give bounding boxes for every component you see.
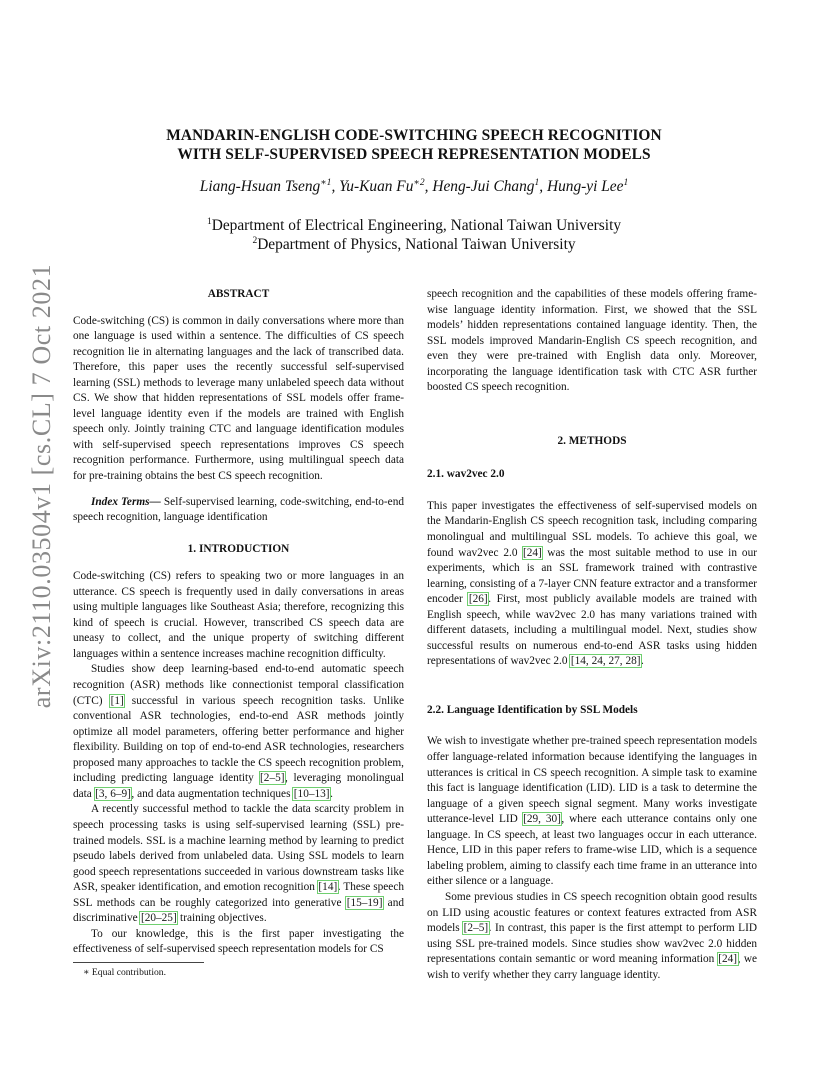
text-run: , leveraging monolingual data xyxy=(73,772,405,800)
author-mark: ∗1 xyxy=(320,177,332,188)
affiliation-2 xyxy=(0,235,828,254)
intro-continuation: speech recognition and the capabilities of these models offering frame-wise language identity information. First, we showed that the SSL models’ hidden representations contained language identity. Then, the SSL models improved Mandarin-English CS speech recognition, and even they were pre-trained with English data only. Moreover, incorporating the language identification task with CTC ASR further boosted CS speech recognition. xyxy=(427,288,757,394)
right-column xyxy=(427,287,757,983)
methods-paragraph-2 xyxy=(427,734,757,889)
text-run: This paper investigates the effectiveness of self-supervised models on the Mandarin-English CS speech recognition task, including comparing monolingual and multilingual SSL models. To achieve this goal, we found wav2vec 2.0 xyxy=(427,499,757,559)
intro-paragraph-2 xyxy=(73,662,404,802)
index-terms-label: Index Terms— xyxy=(91,495,161,508)
citation-link[interactable]: [14, 24, 27, 28] xyxy=(570,655,641,668)
intro-paragraph-3 xyxy=(73,802,404,926)
index-terms xyxy=(73,495,404,526)
intro-paragraph-1: Code-switching (CS) refers to speaking two or more languages in an utterance. CS speech is frequently used in daily conversations in areas using multiple languages like Southeast Asia; therefore, recognizing this kind of speech is crucial. However, transcribed CS speech data are uneasy to collect, and the unique property of switching different languages within a sentence increases machine recognition difficulty. xyxy=(73,570,404,660)
text-run: , we wish to verify whether they carry language identity. xyxy=(427,953,757,981)
author-name: Hung-yi Lee xyxy=(546,178,624,195)
title-line-1: MANDARIN-ENGLISH CODE-SWITCHING SPEECH RECOGNITION xyxy=(166,127,662,144)
citation-link[interactable]: [1] xyxy=(110,694,124,707)
citation-link[interactable]: [15–19] xyxy=(346,896,383,909)
citation-link[interactable]: [24] xyxy=(523,546,542,559)
text-run: Studies show deep learning-based end-to-end automatic speech recognition (ASR) methods like connectionist temporal classification (CTC) xyxy=(73,663,404,707)
text-run: A recently successful method to tackle the data scarcity problem in speech processing tasks is using self-supervised learning (SSL) pre-trained models. SSL is a machine learning method by learning to predict pseudo labels derived from unlabeled data. Using SSL models to learn good speech representations succeeded in various downstream tasks like ASR, speaker identification, and emotion recognition xyxy=(73,803,404,894)
abstract-text: Code-switching (CS) is common in daily conversations where more than one language is used within a sentence. The difficulties of CS speech recognition lie in alternating languages and the lack of transcribed data. Therefore, this paper uses the recently successful self-supervised learning (SSL) methods to leverage many unlabeled speech data without CS. We show that hidden representations of SSL models offer frame-level language identity even if the models are trained with English speech only. Jointly training CTC and language identification modules with self-supervised speech representations improves CS speech recognition performance. Furthermore, using multilingual speech data for pre-training obtains the best CS speech recognition. xyxy=(73,314,404,483)
text-run: , and data augmentation techniques xyxy=(131,787,294,800)
citation-link[interactable]: [14] xyxy=(318,881,338,894)
author-list: Liang-Hsuan Tseng$^{∗1}$, Yu-Kuan $Fu^{∗2}$, Heng-Jui Chang$^1$, Hung-yi Lee$^1$ xyxy=(199,177,629,195)
paper-title xyxy=(0,126,828,164)
author-name: Liang-Hsuan Tseng xyxy=(199,178,321,195)
citation-link[interactable]: [20–25] xyxy=(140,912,177,925)
citation-link[interactable]: [10–13] xyxy=(293,787,330,800)
subsection-heading-2-2: 2.2. Language Identification by SSL Models xyxy=(427,703,638,716)
author-name: Heng-Jui Chang xyxy=(432,178,535,195)
author-mark: ∗2 xyxy=(413,177,425,188)
left-column xyxy=(73,287,404,958)
methods-paragraph-1 xyxy=(427,499,757,670)
footnote: ∗ Equal contribution. xyxy=(83,967,166,978)
text-run: . In contrast, this paper is the first attempt to perform LID using SSL pre-trained models. Since studies show wav2vec 2.0 hidden representations contain semantic or word meaning information xyxy=(427,922,757,966)
citation-link[interactable]: [24] xyxy=(718,953,738,966)
citation-link[interactable]: [3, 6–9] xyxy=(95,787,131,800)
text-run: , where each utterance contains only one language. In CS speech, at least two languages occur in each utterance. Hence, LID in this paper refers to frame-wise LID, which is a sequence labeling problem, aiming to classify each time frame in an utterance into either silence or a language. xyxy=(427,813,757,888)
methods-paragraph-3 xyxy=(427,890,757,983)
text-run: . First, most publicly available models are trained with English speech, while wav2vec 2.0 has many variations trained with different datasets, including a multilingual model. Next, studies show successful results on numerous end-to-end ASR tasks using hidden representations of wav2vec 2.0 xyxy=(427,593,757,668)
text-run: . xyxy=(330,787,333,800)
affiliation-mark: 2 xyxy=(252,235,258,246)
affiliation-1 xyxy=(0,216,828,235)
text-run: and discriminative xyxy=(73,896,404,925)
citation-link[interactable]: [26] xyxy=(468,593,488,606)
author-mark: 1 xyxy=(623,177,629,188)
title-line-2: WITH SELF-SUPERVISED SPEECH REPRESENTATION MODELS xyxy=(177,146,651,163)
subsection-heading-2-1: 2.1. wav2vec 2.0 xyxy=(427,468,505,481)
footnote-rule xyxy=(73,962,204,963)
affiliations xyxy=(0,216,828,254)
author-mark: 1 xyxy=(534,177,540,188)
text-run: Some previous studies in CS speech recognition obtain good results on LID using acoustic features or context features extracted from ASR models xyxy=(427,890,757,935)
citation-link[interactable]: [29, 30] xyxy=(523,813,561,826)
methods-heading: 2. METHODS xyxy=(557,434,627,447)
text-run: successful in various speech recognition tasks. Unlike conventional ASR technologies, end-to-end ASR methods jointly optimize all model parameters, offering better performance and higher flexibility. Building on top of end-to-end ASR technologies, researchers proposed many approaches to tackle the CS speech recognition problem, including predicting language identity xyxy=(73,694,404,785)
text-run: training objectives. xyxy=(177,912,267,925)
affiliation-text: Department of Electrical Engineering, National Taiwan University xyxy=(211,217,622,234)
citation-link[interactable]: [2–5] xyxy=(260,772,285,785)
intro-heading: 1. INTRODUCTION xyxy=(187,542,290,555)
author-name: Yu-Kuan Fu xyxy=(339,178,414,195)
affiliation-mark: 1 xyxy=(206,216,212,227)
text-run: . xyxy=(641,655,644,668)
arxiv-identifier: arXiv:2110.03504v1 [cs.CL] 7 Oct 2021 xyxy=(27,263,56,709)
intro-paragraph-4: To our knowledge, this is the first paper investigating the effectiveness of self-supervised speech representation models for CS xyxy=(73,927,404,956)
abstract-heading: ABSTRACT xyxy=(207,288,270,300)
index-terms-text: Self-supervised learning, code-switching, end-to-end speech recognition, language identification xyxy=(73,495,404,524)
text-run: was the most suitable method to use in our experiments, which is an SSL framework trained with contrastive learning, consisting of a 7-layer CNN feature extractor and a transformer encoder xyxy=(427,546,757,606)
citation-link[interactable]: [2–5] xyxy=(463,922,489,935)
text-run: . These speech SSL methods can be roughly categorized into generative xyxy=(73,881,404,909)
affiliation-text: Department of Physics, National Taiwan University xyxy=(257,236,576,253)
text-run: We wish to investigate whether pre-trained speech representation models offer language-related information because identifying the languages in utterances is critical in CS speech recognition. A simple task to examine this fact is language identification (LID). LID is a task to determine the language of a given speech signal segment. Many works investigate utterance-level LID xyxy=(427,735,757,826)
